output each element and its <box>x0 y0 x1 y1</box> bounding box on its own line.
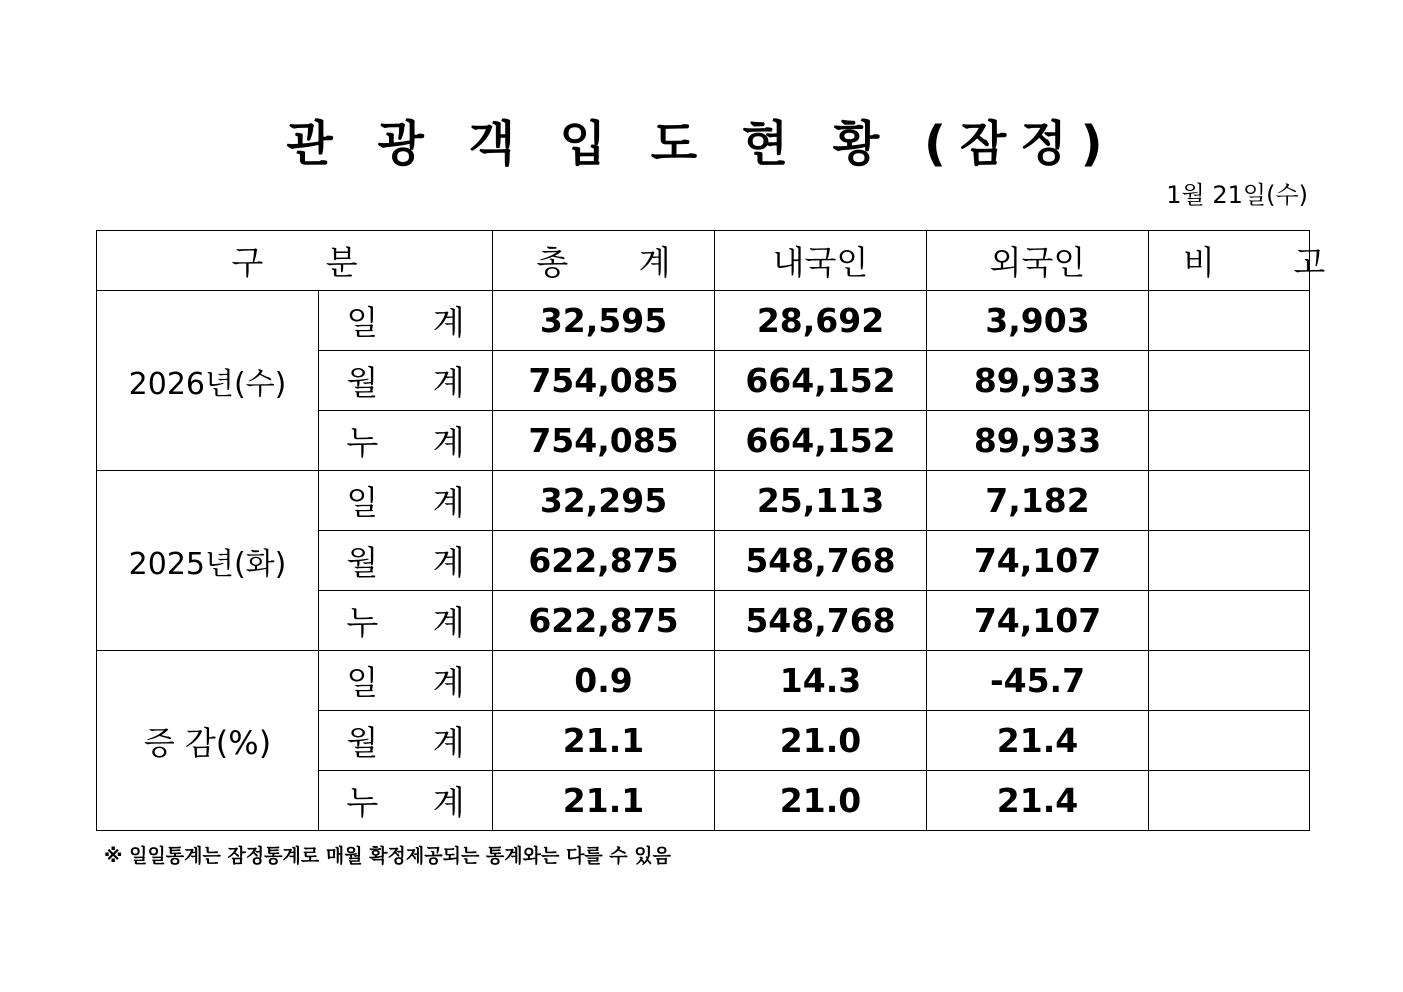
total-value: 32,295 <box>493 471 715 531</box>
foreign-value: 21.4 <box>927 771 1149 831</box>
total-value: 32,595 <box>493 291 715 351</box>
table-row <box>97 471 1310 531</box>
period-label: 일 계 <box>319 471 493 531</box>
visitor-stats-table <box>96 230 1360 831</box>
remarks-cell <box>1149 711 1310 771</box>
header-remarks: 비 고 <box>1149 231 1310 291</box>
footnote: ※ 일일통계는 잠정통계로 매월 확정제공되는 통계와는 다를 수 있음 <box>104 845 671 867</box>
total-value: 754,085 <box>493 411 715 471</box>
domestic-value: 664,152 <box>715 351 927 411</box>
table-row <box>97 651 1310 711</box>
domestic-value: 548,768 <box>715 591 927 651</box>
header-total: 총 계 <box>493 231 715 291</box>
foreign-value: 21.4 <box>927 711 1149 771</box>
period-label: 누 계 <box>319 591 493 651</box>
total-value: 21.1 <box>493 771 715 831</box>
group-label-change: 증 감(%) <box>97 651 319 831</box>
domestic-value: 548,768 <box>715 531 927 591</box>
domestic-value: 664,152 <box>715 411 927 471</box>
total-value: 0.9 <box>493 651 715 711</box>
period-label: 월 계 <box>319 711 493 771</box>
foreign-value: 7,182 <box>927 471 1149 531</box>
total-value: 622,875 <box>493 531 715 591</box>
remarks-cell <box>1149 651 1310 711</box>
header-foreign: 외국인 <box>927 231 1149 291</box>
foreign-value: -45.7 <box>927 651 1149 711</box>
foreign-value: 89,933 <box>927 411 1149 471</box>
domestic-value: 14.3 <box>715 651 927 711</box>
header-category: 구 분 <box>97 231 493 291</box>
remarks-cell <box>1149 471 1310 531</box>
foreign-value: 74,107 <box>927 591 1149 651</box>
report-date: 1월 21일(수) <box>1166 181 1308 209</box>
remarks-cell <box>1149 531 1310 591</box>
period-label: 일 계 <box>319 651 493 711</box>
domestic-value: 21.0 <box>715 711 927 771</box>
remarks-cell <box>1149 591 1310 651</box>
group-label-2026: 2026년(수) <box>97 291 319 471</box>
total-value: 622,875 <box>493 591 715 651</box>
group-label-2025: 2025년(화) <box>97 471 319 651</box>
foreign-value: 3,903 <box>927 291 1149 351</box>
period-label: 월 계 <box>319 531 493 591</box>
foreign-value: 74,107 <box>927 531 1149 591</box>
page-title: 관 광 객 입 도 현 황 (잠정) <box>286 116 1117 172</box>
remarks-cell <box>1149 411 1310 471</box>
period-label: 누 계 <box>319 771 493 831</box>
remarks-cell <box>1149 351 1310 411</box>
domestic-value: 21.0 <box>715 771 927 831</box>
header-domestic: 내국인 <box>715 231 927 291</box>
domestic-value: 25,113 <box>715 471 927 531</box>
header-row <box>97 231 1310 291</box>
total-value: 21.1 <box>493 711 715 771</box>
period-label: 일 계 <box>319 291 493 351</box>
remarks-cell <box>1149 291 1310 351</box>
total-value: 754,085 <box>493 351 715 411</box>
domestic-value: 28,692 <box>715 291 927 351</box>
table-row <box>97 291 1310 351</box>
remarks-cell <box>1149 771 1310 831</box>
period-label: 월 계 <box>319 351 493 411</box>
foreign-value: 89,933 <box>927 351 1149 411</box>
period-label: 누 계 <box>319 411 493 471</box>
